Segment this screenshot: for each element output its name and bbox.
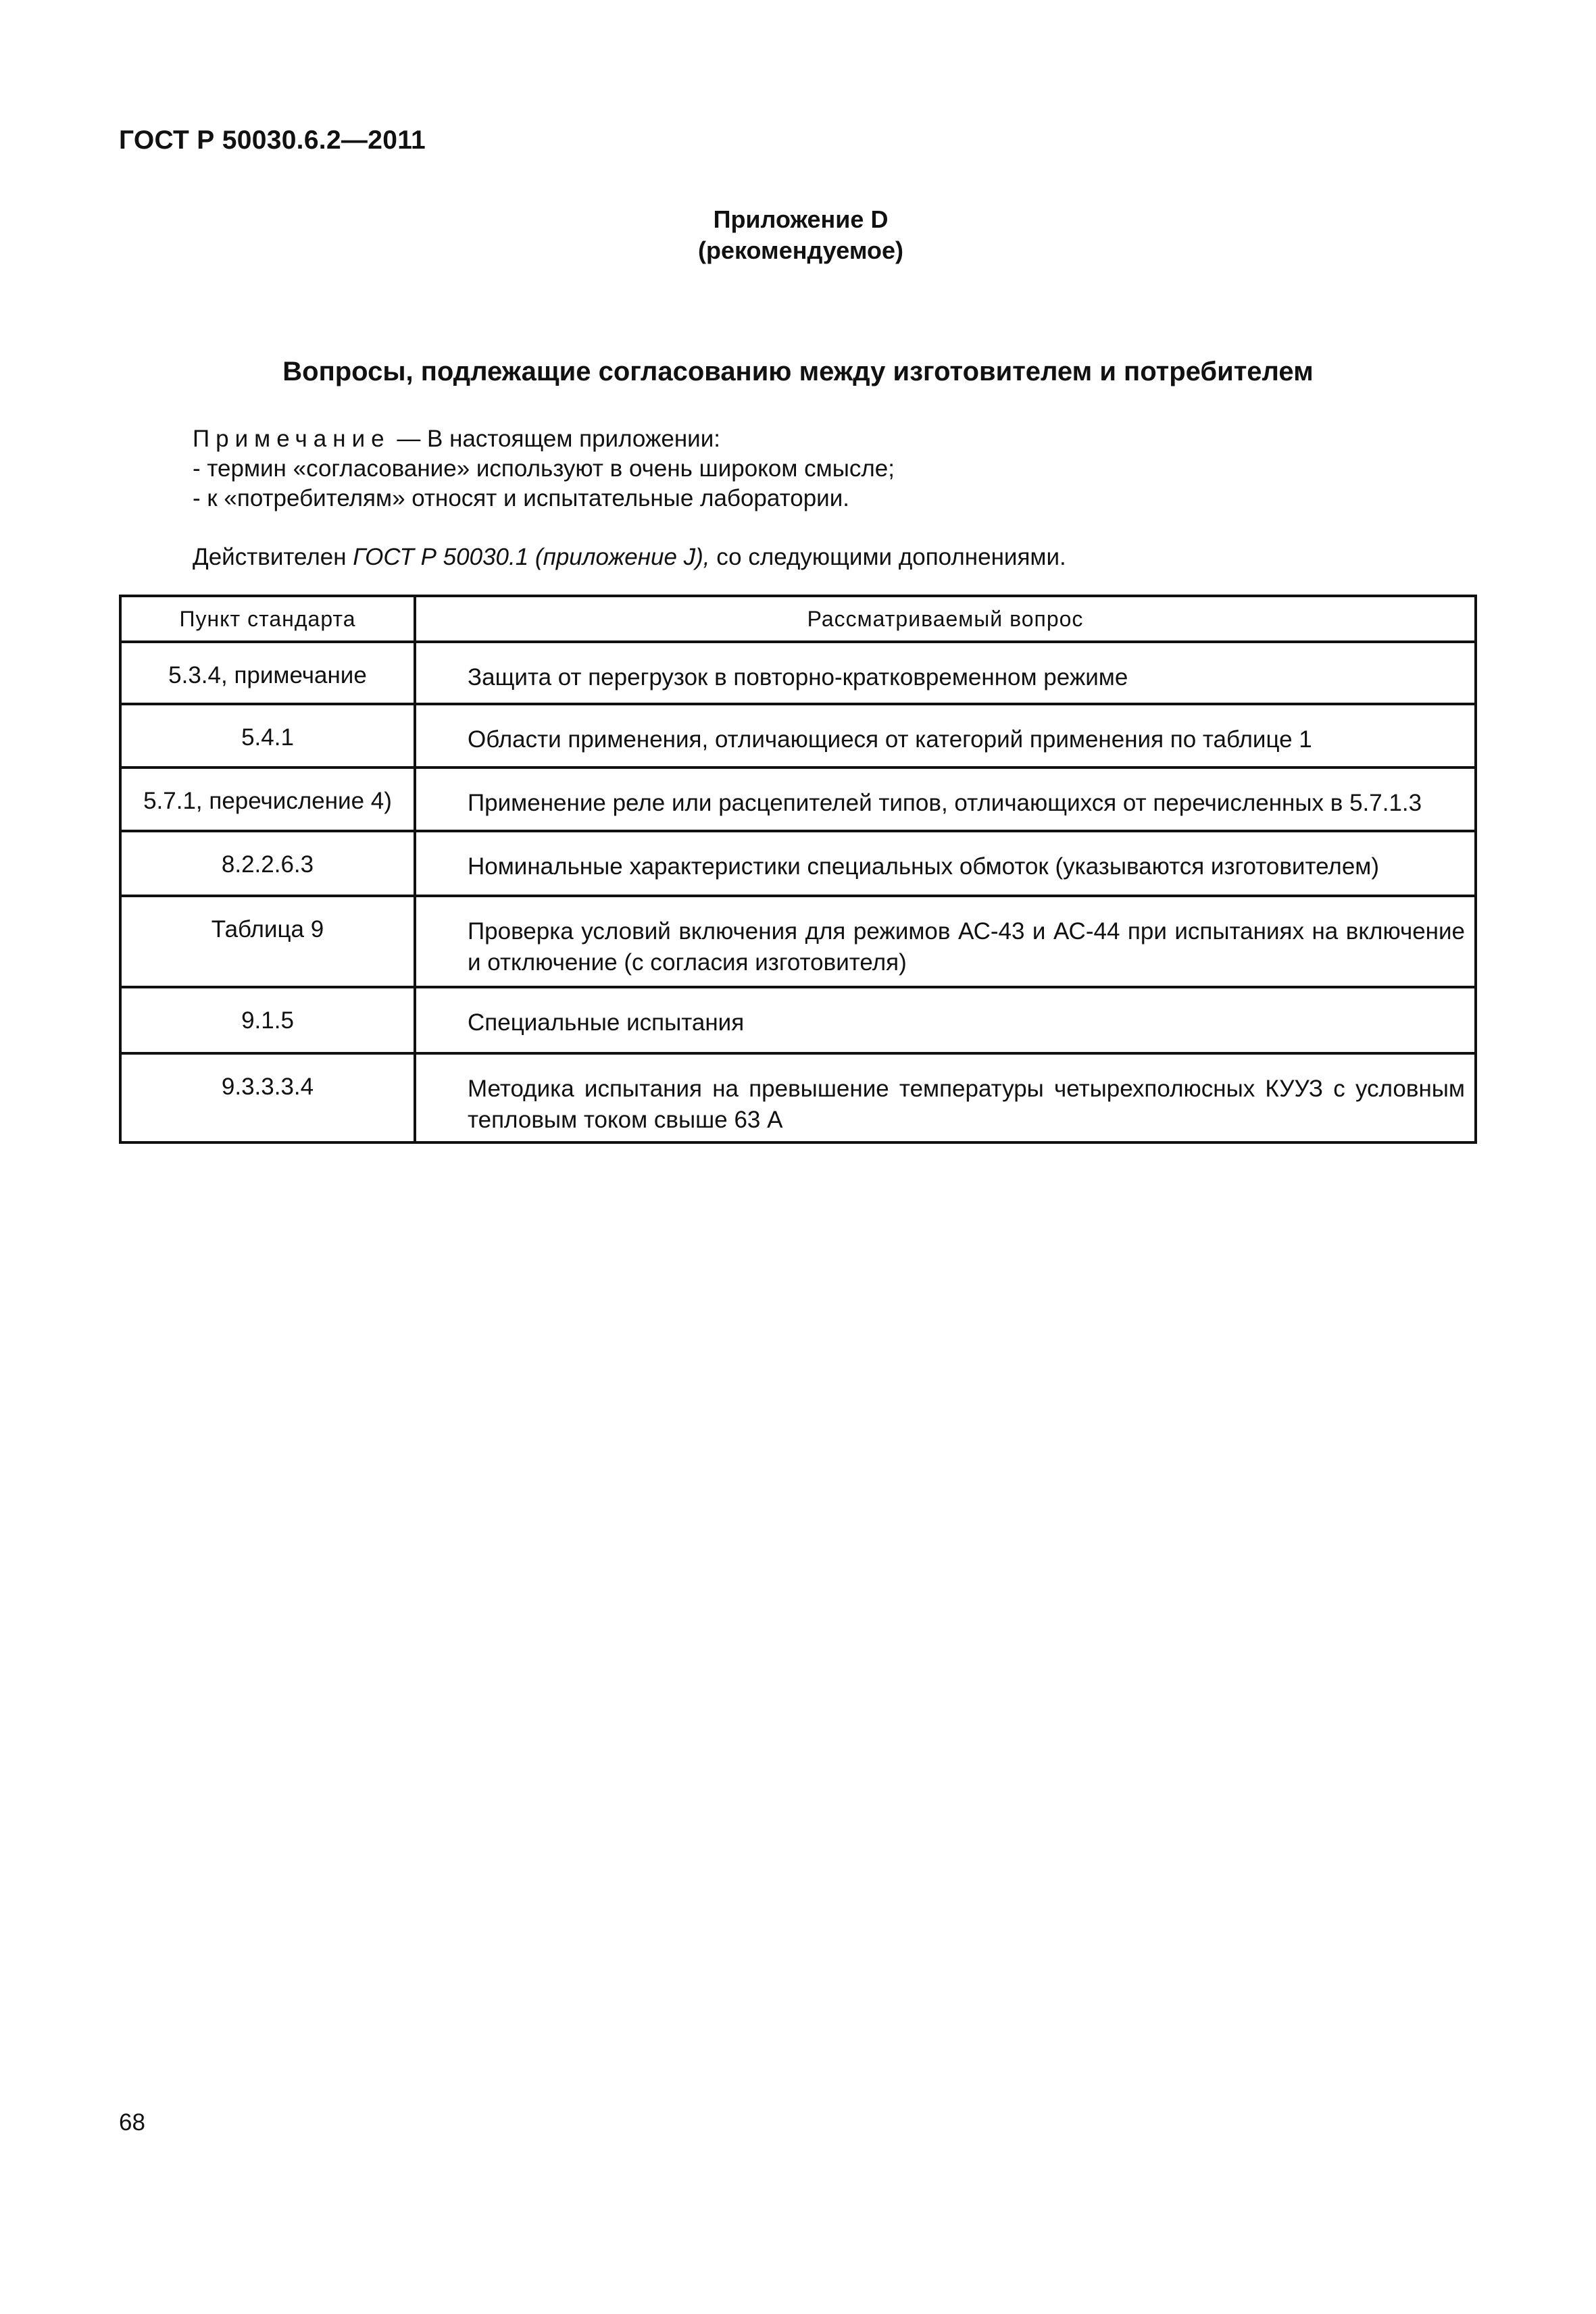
annex-status: (рекомендуемое) <box>698 236 903 264</box>
annex-header <box>0 204 1596 266</box>
validity-prefix: Действителен <box>193 544 353 570</box>
clause-cell: 5.3.4, примечание <box>120 642 415 704</box>
table-row <box>120 768 1476 831</box>
table-row <box>120 1053 1476 1142</box>
document-code: ГОСТ Р 50030.6.2—2011 <box>119 126 426 155</box>
note-line-2: - к «потребителям» относят и испытательные лаборатории. <box>193 485 849 511</box>
issue-cell: Области применения, отличающиеся от категорий применения по таблице 1 <box>415 704 1476 768</box>
clause-cell: Таблица 9 <box>120 896 415 987</box>
table-row <box>120 831 1476 896</box>
annex-title: Приложение D <box>713 205 889 233</box>
agreement-issues-table <box>119 595 1477 1144</box>
clause-cell: 9.3.3.3.4 <box>120 1053 415 1142</box>
issue-cell: Методика испытания на превышение температуры четырехполюсных КУУЗ с условным тепловым током свыше 63 А <box>415 1053 1476 1142</box>
header-issue: Рассматриваемый вопрос <box>415 596 1476 642</box>
note-label: Примечание <box>193 426 391 452</box>
issue-cell: Применение реле или расцепителей типов, отличающихся от перечисленных в 5.7.1.3 <box>415 768 1476 831</box>
clause-cell: 5.4.1 <box>120 704 415 768</box>
clause-cell: 9.1.5 <box>120 987 415 1053</box>
page-number: 68 <box>119 2109 145 2136</box>
issue-cell: Специальные испытания <box>415 987 1476 1053</box>
validity-reference: ГОСТ Р 50030.1 (приложение J), <box>353 544 710 570</box>
note-intro-line <box>193 424 895 454</box>
issue-cell: Защита от перегрузок в повторно-кратковременном режиме <box>415 642 1476 704</box>
table-row <box>120 642 1476 704</box>
clause-cell: 5.7.1, перечисление 4) <box>120 768 415 831</box>
validity-statement <box>193 544 1066 571</box>
note-intro: — В настоящем приложении: <box>390 426 721 452</box>
clause-cell: 8.2.2.6.3 <box>120 831 415 896</box>
validity-suffix: со следующими дополнениями. <box>709 544 1066 570</box>
section-heading: Вопросы, подлежащие согласованию между изготовителем и потребителем <box>282 357 1314 386</box>
issue-cell: Номинальные характеристики специальных обмоток (указываются изготовителем) <box>415 831 1476 896</box>
note-line-1: - термин «согласование» используют в очень широком смысле; <box>193 455 895 482</box>
table-header-row <box>120 596 1476 642</box>
table-row <box>120 896 1476 987</box>
note-block <box>193 424 895 513</box>
header-clause: Пункт стандарта <box>120 596 415 642</box>
issue-cell: Проверка условий включения для режимов АС-43 и АС-44 при испытаниях на включение и отключение (с согласия изготовителя) <box>415 896 1476 987</box>
table-row <box>120 987 1476 1053</box>
table-row <box>120 704 1476 768</box>
